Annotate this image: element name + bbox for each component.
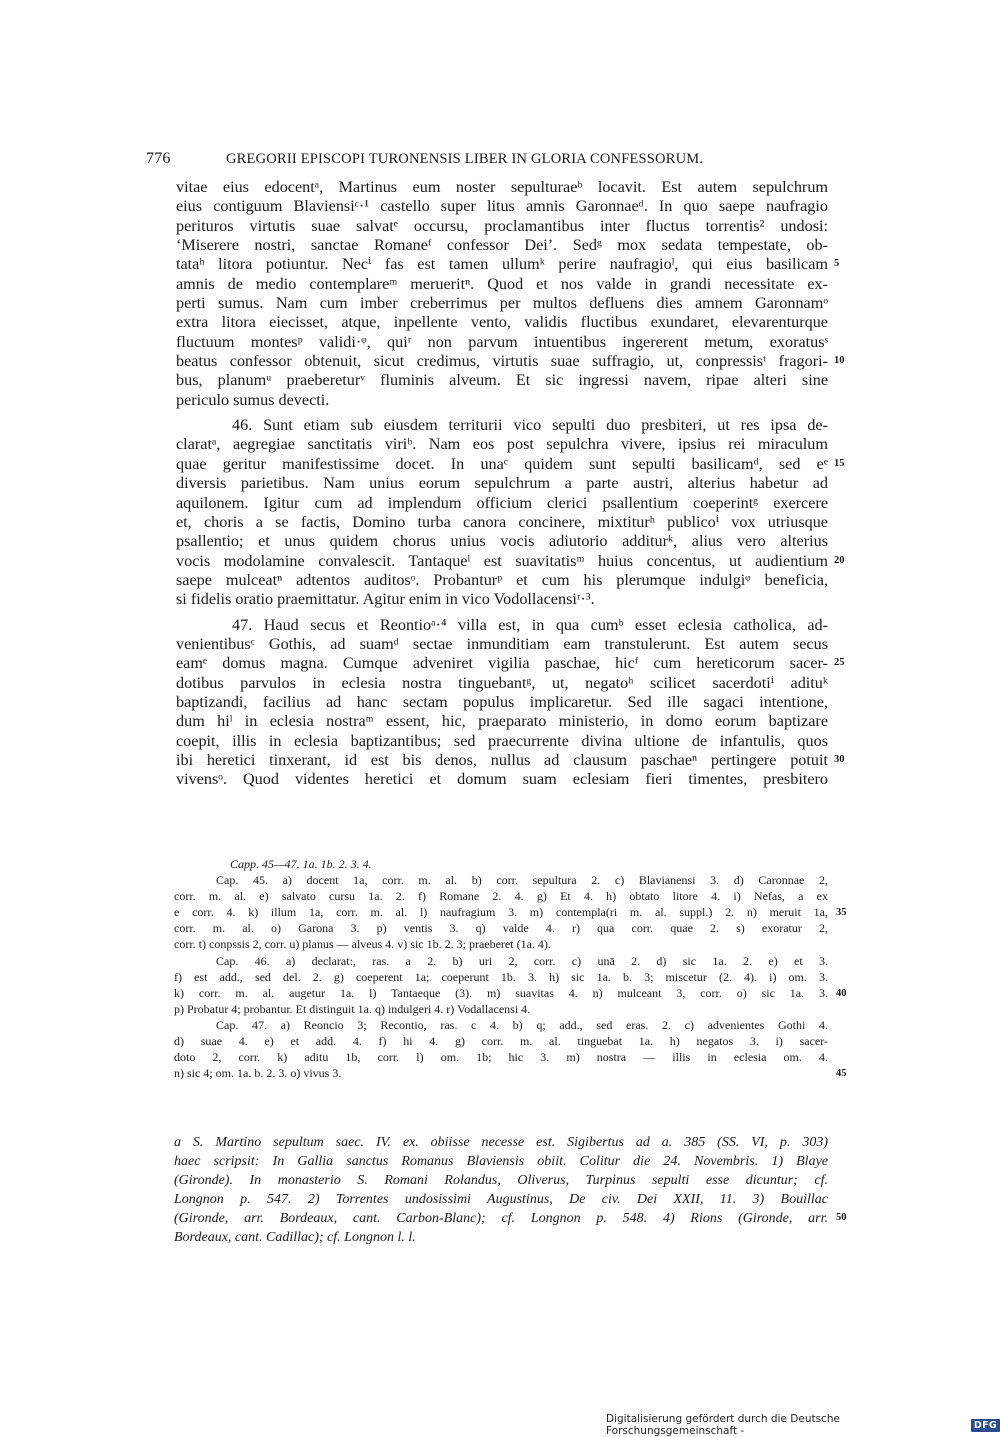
text-line: bus, planumᵘ praebereturᵛ fluminis alveum. Et sic ingressi navem, ripae alteri sine (176, 371, 828, 390)
text-line: venientibusᶜ Gothis, ad suamᵈ sectae inmunditiam eam transtulerunt. Est autem secus (176, 634, 828, 653)
margin-line-number: 25 (834, 657, 845, 669)
text-line: diversis parietibus. Nam unius eorum sepulchrum a parte austri, alterius habetur ad (176, 474, 828, 493)
text-line: perti sumus. Nam cum imber creberrimus per multos defluens dies amnem Garonnamᵒ (176, 294, 828, 313)
apparatus-line: Cap. 46. a) declarat:, ras. a 2. b) uri 2, corr. c) unā 2. d) sic 1a. 2. e) et 3. (216, 953, 828, 968)
apparatus-line: k) corr. m. al. augetur 1a. l) Tantaeque (3). m) suavitas 4. n) mulceant 3, corr. o) sic 1a. 3. (174, 985, 828, 1000)
text-line: perituros virtutis suae salvatᵉ occursu, proclamantibus inter fluctus torrentis² undosi: (176, 216, 828, 235)
digitization-credit (606, 1413, 1000, 1437)
margin-line-number: 10 (834, 355, 845, 367)
page-number: 776 (146, 150, 171, 167)
apparatus-line: p) Probatur 4; probantur. Et distinguit 1a. q) indulgeri 4. r) Vodallacensi 4. (174, 1001, 531, 1016)
text-line: quae geritur manifestissime docet. In unaᶜ quidem sunt sepulti basilicamᵈ, sed eᵉ (176, 454, 828, 473)
dfg-logo: DFG (971, 1419, 1000, 1432)
text-line: extra litora eiecisset, atque, inpellente vento, validis fluctibus exundaret, elevarenturque (176, 313, 828, 332)
credit-text: Digitalisierung gefördert durch die Deutsche Forschungsgemeinschaft - (606, 1413, 840, 1437)
text-line: psallentio; et unus quidem chorus unius vocis adiutorio additurᵏ, alius vero alterius (176, 532, 828, 551)
apparatus-line: corr. m. al. e) salvato cursu 1a. 2. f) Romane 2. 4. g) Et 4. h) obtato litore 4. i) Nefas, a ex (174, 889, 828, 904)
footnotes (174, 1133, 828, 1247)
footnote-line: Bordeaux, cant. Cadillac); cf. Longnon l. l. (174, 1230, 416, 1245)
text-line: claratᵃ, aegregiae sanctitatis viriᵇ. Nam eos post sepulchra vivere, ipsius rei miraculum (176, 435, 828, 454)
apparatus-line: d) suae 4. e) et add. 4. f) hi 4. g) corr. m. al. tinguebat 1a. h) negatos 3. i) sacer- (174, 1034, 828, 1049)
footnote-line: (Gironde, arr. Bordeaux, cant. Carbon-Blanc); cf. Longnon p. 548. 4) Rions (Gironde, arr. (174, 1211, 828, 1226)
text-line: vocis modolamine convalescit. Tantaqueˡ est suavitatisᵐ huius concentus, ut audientium (176, 551, 828, 570)
text-line: amnis de medio contemplareᵐ merueritⁿ. Quod et nos valde in grandi necessitate ex- (176, 274, 828, 293)
text-line: ‘Miserere nostri, sanctae Romaneᶠ confessor Dei’. Sedᵍ mox sedata tempestate, ob- (176, 236, 828, 255)
text-line: saepe mulceatⁿ adtentos auditosᵒ. Probanturᵖ et cum his plerumque indulgiᵠ beneficia, (176, 570, 828, 589)
apparatus-line: Cap. 45. a) docent 1a, corr. m. al. b) corr. sepultura 2. c) Blavianensi 3. d) Caronnae 2, (216, 873, 828, 888)
text-line: fluctuum montesᵖ validi·ᵠ, quiʳ non parvum intuentibus ingererent metum, exoratusˢ (176, 332, 828, 351)
margin-line-number: 40 (836, 987, 847, 999)
apparatus-line: Cap. 47. a) Reoncio 3; Recontio, ras. c 4. b) q; add., sed eras. 2. c) advenientes Gothi 4. (216, 1017, 828, 1032)
margin-line-number: 20 (834, 554, 845, 566)
text-line: ibi heretici tinxerant, id est bis denos, nullus ad clausum paschaeⁿ pertingere potuit (176, 750, 828, 769)
text-line: vitae eius edocentᵃ, Martinus eum noster sepulturaeᵇ locavit. Est autem sepulchrum (176, 178, 828, 196)
text-line: periculo sumus devecti. (176, 390, 330, 409)
apparatus-line: corr. m. al. o) Garona 3. p) ventis 3. q) valde 4. r) qua corr. quae 2. s) exoratur 2, (174, 921, 828, 936)
apparatus-line: doto 2, corr. k) aditu 1b, corr. l) om. 1b; hic 3. m) nostra — illis in eclesia om. 4. (174, 1050, 828, 1065)
text-line: et, choris a se factis, Domino turba canora concinere, mixtiturʰ publicoⁱ vox utriusque (176, 512, 828, 531)
text-line: dotibus parvulos in eclesia nostra tinguebantᵍ, ut, negatoʰ scilicet sacerdotiⁱ adituᵏ (176, 673, 828, 692)
margin-line-number: 15 (834, 457, 845, 469)
margin-line-number: 35 (836, 907, 847, 919)
text-line: aquilonem. Igitur cum ad implendum officium clerici psallentium coeperintᵍ exercere (176, 493, 828, 512)
text-line: baptizandi, facilius ad hanc sectam populus implicaretur. Sed ille sagaci intentione, (176, 692, 828, 711)
apparatus-capitula: Capp. 45—47. 1a. 1b. 2. 3. 4. (230, 857, 372, 871)
text-line: eamᵉ domus magna. Cumque adveniret vigilia paschae, hicᶠ cum hereticorum sacer- (176, 654, 828, 673)
text-line: eius contiguum Blaviensiᶜ·¹ castello super litus amnis Garonnaeᵈ. In quo saepe naufragio (176, 197, 828, 216)
critical-apparatus (174, 856, 828, 1081)
running-header (146, 150, 826, 168)
margin-line-number: 5 (834, 258, 840, 270)
text-line: coepit, illis in eclesia baptizantibus; sed praecurrente divina ultione de infantulis, quos (176, 731, 828, 750)
margin-line-number: 50 (836, 1212, 847, 1223)
running-title: GREGORII EPISCOPI TURONENSIS LIBER IN GLORIA CONFESSORUM. (226, 151, 704, 167)
text-line: 47. Haud secus et Reontioᵃ·⁴ villa est, in qua cumᵇ esset eclesia catholica, ad- (232, 615, 828, 634)
text-line: dum hiˡ in eclesia nostraᵐ essent, hic, praeparato ministerio, in domo eorum baptizare (176, 712, 828, 731)
footnote-line: (Gironde). In monasterio S. Romani Rolandus, Oliverus, Turpinus sepulti esse dicuntur; cf. (174, 1173, 828, 1188)
footnote-line: Longnon p. 547. 2) Torrentes undosissimi Augustinus, De civ. Dei XXII, 11. 3) Bouillac (174, 1192, 828, 1207)
text-line: vivensᵒ. Quod videntes heretici et domum suam eclesiam fieri timentes, presbitero (176, 770, 828, 789)
apparatus-line: f) est add., sed del. 2. g) coeperent 1a; coeperunt 1b. 3. h) sic 1a. b. 3; miscetur (2. 4). i) om. 3. (174, 969, 828, 984)
margin-line-number: 45 (836, 1068, 847, 1080)
main-text (176, 178, 828, 790)
footnote-line: a S. Martino sepultum saec. IV. ex. obiisse necesse est. Sigibertus ad a. 385 (SS. VI, p. 303) (174, 1135, 828, 1150)
text-line: 46. Sunt etiam sub eiusdem territurii vico sepulti duo presbiteri, ut res ipsa de- (232, 416, 828, 435)
text-line: beatus confessor obtenuit, sicut credimus, virtutis suae suffragio, ut, conpressisᵗ fragori- (176, 352, 828, 371)
apparatus-line: n) sic 4; om. 1a. b. 2. 3. o) vivus 3. (174, 1066, 342, 1081)
margin-line-number: 30 (834, 753, 845, 765)
apparatus-line: corr. t) conpssis 2, corr. u) planus — alveus 4. v) sic 1b. 2. 3; praeberet (1a. 4). (174, 937, 551, 952)
text-line: si fidelis oratio praemittatur. Agitur enim in vico Vodollacensiʳ·³. (176, 590, 595, 609)
apparatus-line: e corr. 4. k) illum 1a, corr. m. al. l) naufragium 3. m) contempla(ri m. al. suppl.) 2. n) meruit 1a, (174, 905, 828, 920)
footnote-line: haec scripsit: In Gallia sanctus Romanus Blaviensis obiit. Colitur die 24. Novembris. 1) Blaye (174, 1154, 828, 1169)
text-line: tataʰ litora potiuntur. Necⁱ fas est tamen ullumᵏ perire naufragioˡ, qui eius basilicam (176, 255, 828, 274)
